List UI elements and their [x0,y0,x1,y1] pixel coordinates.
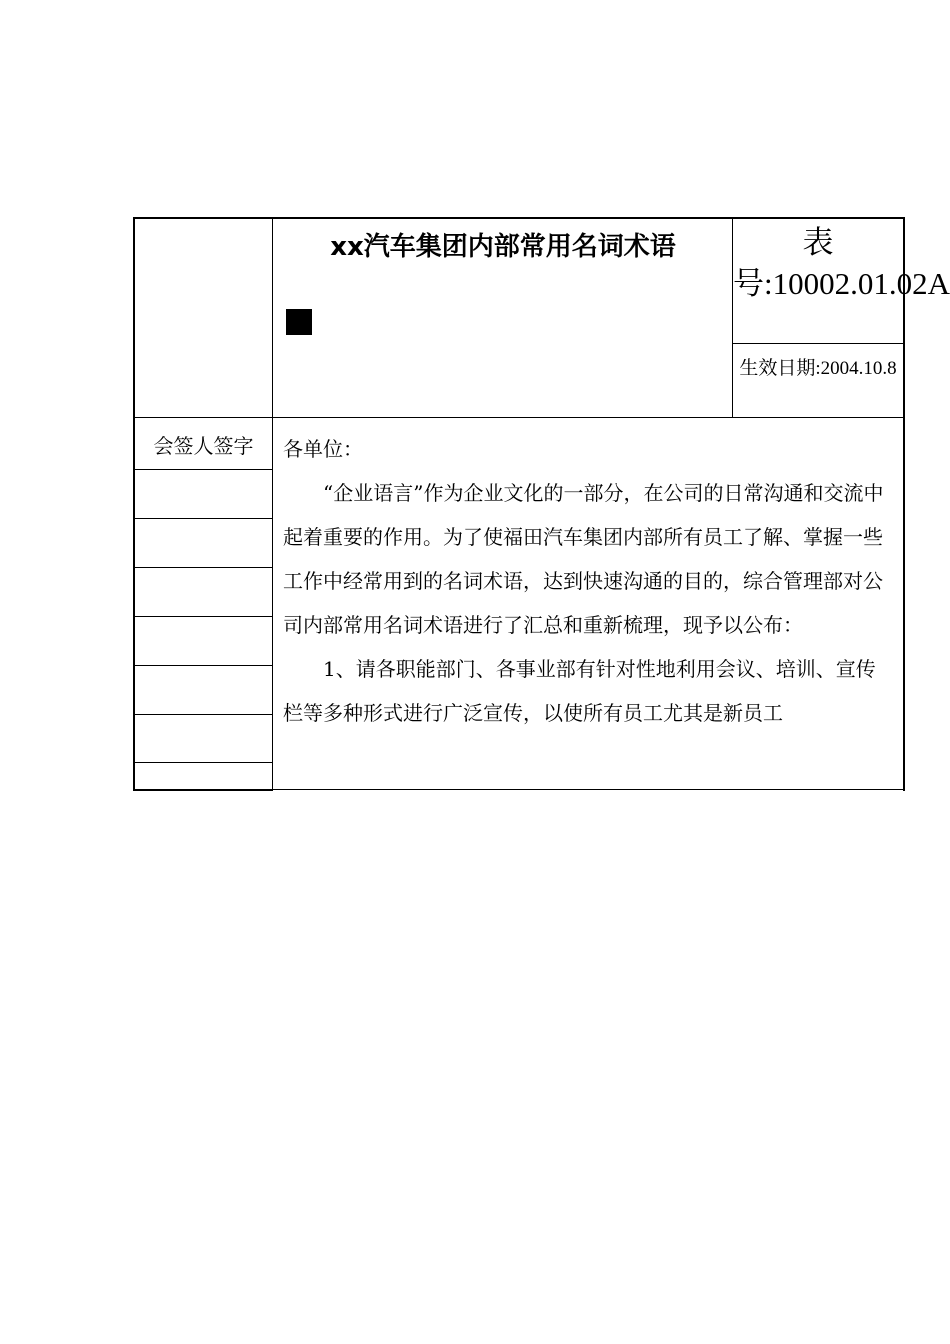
sign-column-bottom-rule [134,789,272,791]
body-paragraph: 1、请各职能部门、各事业部有针对性地利用会议、培训、宣传栏等多种形式进行广泛宣传，以使所有员工尤其是新员工 [283,657,876,725]
sign-row-divider [134,762,272,763]
square-bullet-icon [286,309,312,335]
body-bottom-rule [272,789,905,790]
sign-row-divider [134,616,272,617]
notice-body [283,427,895,735]
sign-row-divider [134,665,272,666]
sign-label: 会签人签字 [153,434,254,458]
body-paragraph: “企业语言”作为企业文化的一部分，在公司的日常沟通和交流中起着重要的作用。为了使福田汽车集团内部所有员工了解、掌握一些工作中经常用到的名词术语，达到快速沟通的目的，综合管理部对公司内部常用名词术语进行了汇总和重新梳理，现予以公布： [283,481,884,637]
form-number: 表号:10002.01.02A [733,225,950,301]
sign-row-divider [134,518,272,519]
sign-row-divider [134,567,272,568]
sign-row-divider [134,469,272,470]
column-divider-left [272,218,273,791]
header-form-date-divider [733,343,904,344]
page-title: xx汽车集团内部常用名词术语 [330,232,676,262]
effective-date: 生效日期:2004.10.8 [739,358,897,379]
salutation: 各单位： [283,437,363,461]
header-bottom-rule [134,417,905,418]
sign-row-divider [134,714,272,715]
